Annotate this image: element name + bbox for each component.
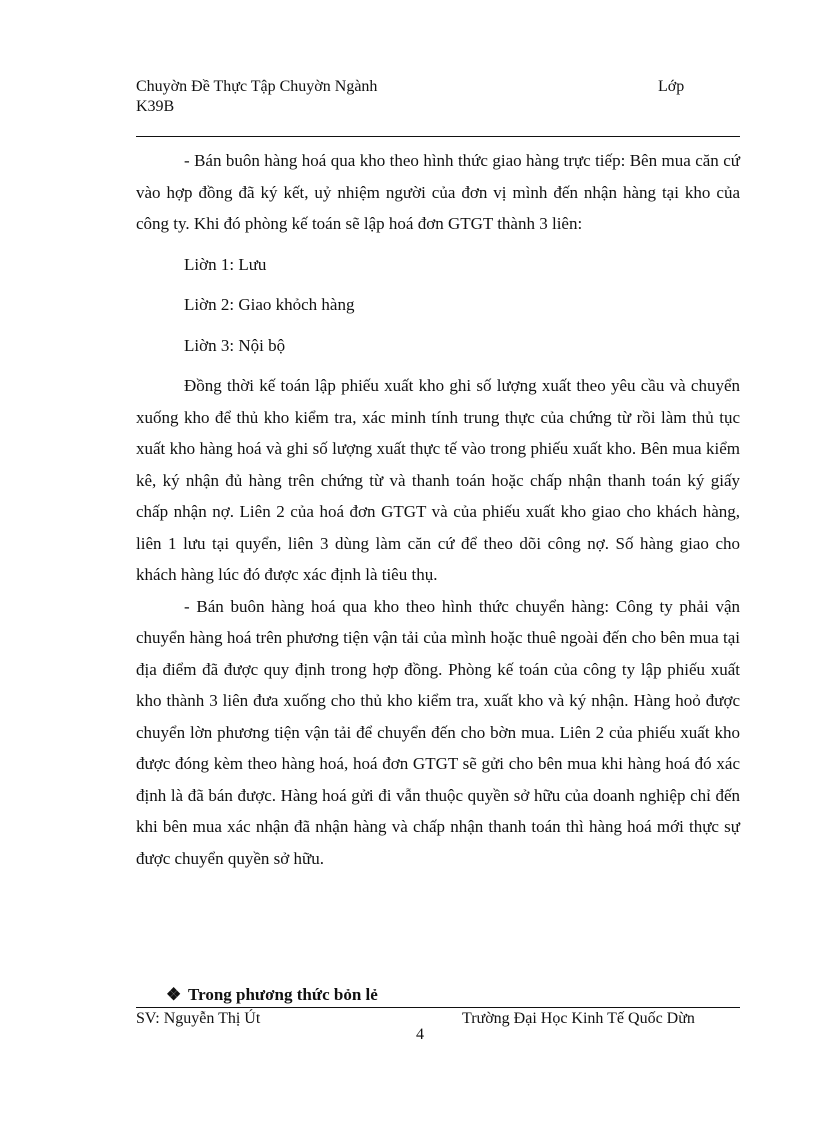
paragraph-direct-delivery: - Bán buôn hàng hoá qua kho theo hình thức giao hàng trực tiếp: Bên mua căn cứ vào hợp đồng đã ký kết, uỷ nhiệm người của đơn vị mình đến nhận hàng tại kho của công ty. Khi đó phòng kế toán sẽ lập hoá đơn GTGT thành 3 liên:	[136, 151, 740, 233]
diamond-bullet-icon: ❖	[166, 985, 182, 1004]
footer-school-name: Trường Đại Học Kinh Tế Quốc Dừn	[462, 1010, 695, 1027]
header-class-label: Lớp	[658, 78, 685, 95]
header-title: Chuyờn Đề Thực Tập Chuyờn Ngành	[136, 78, 378, 95]
invoice-copy-3: Liờn 3: Nội bộ	[184, 335, 286, 355]
page-number: 4	[416, 1026, 424, 1043]
paragraph-shipping-delivery: - Bán buôn hàng hoá qua kho theo hình thức chuyển hàng: Công ty phải vận chuyển hàng hoá trên phương tiện vận tải của mình hoặc thuê ngoài đến cho bên mua tại địa điểm đã được quy định trong hợp đồng. Phòng kế toán của công ty lập phiếu xuất kho thành 3 liên đưa xuống cho thủ kho kiểm tra, xuất kho và ký nhận. Hàng hoỏ được chuyển lờn phương tiện vận tải để chuyển đến cho bờn mua. Liên 2 của phiếu xuất kho được đóng kèm theo hàng hoá, hoá đơn GTGT sẽ gửi cho bên mua khi hàng hoá đó xác định là đã bán được. Hàng hoá gửi đi vẫn thuộc quyền sở hữu của doanh nghiệp chỉ đến khi bên mua xác nhận đã nhận hàng và chấp nhận thanh toán thì hàng hoá mới thực sự được chuyển quyền sở hữu.	[136, 596, 740, 868]
paragraph-warehouse-procedure: Đồng thời kế toán lập phiếu xuất kho ghi số lượng xuất theo yêu cầu và chuyển xuống kho để thủ kho kiểm tra, xác minh tính trung thực của chứng từ rồi làm thủ tục xuất kho hàng hoá và ghi số lượng xuất thực tế vào trong phiếu xuất kho. Bên mua kiểm kê, ký nhận đủ hàng trên chứng từ và thanh toán hoặc chấp nhận thanh toán ký giấy chấp nhận nợ. Liên 2 của hoá đơn GTGT và của phiếu xuất kho giao cho khách hàng, liên 1 lưu tại quyển, liên 3 dùng làm căn cứ để theo dõi công nợ. Số hàng giao cho khách hàng lúc đó được xác định là tiêu thụ.	[136, 376, 740, 584]
section-heading-retail	[166, 984, 378, 1006]
footer-student-name: SV: Nguyễn Thị Út	[136, 1010, 261, 1027]
invoice-copy-2: Liờn 2: Giao khỏch hàng	[184, 295, 355, 314]
header-class-code: K39B	[136, 98, 175, 115]
header-divider	[136, 136, 740, 137]
invoice-copy-1: Liờn 1: Lưu	[184, 254, 267, 274]
section-heading-text: Trong phương thức bỏn lẻ	[188, 985, 378, 1004]
footer-divider	[136, 1007, 740, 1008]
document-body	[136, 145, 740, 874]
